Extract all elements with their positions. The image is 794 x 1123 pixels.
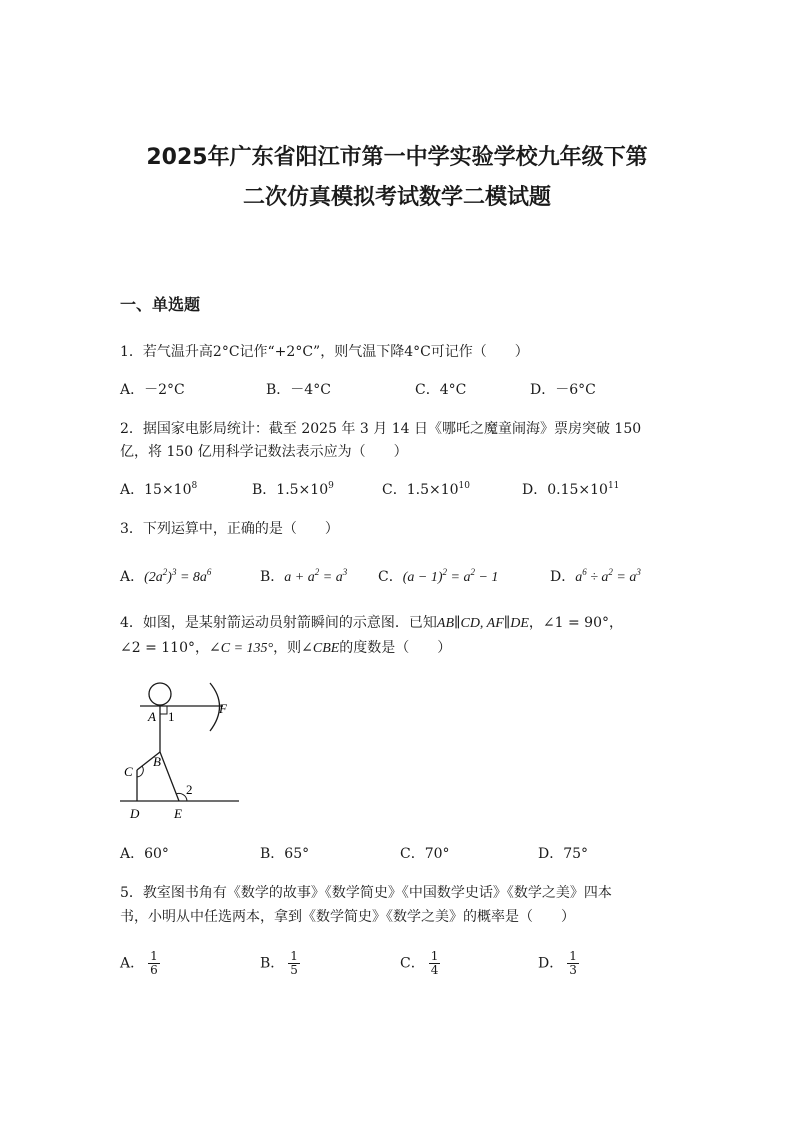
question-1-options <box>120 378 720 402</box>
question-4-stem-line-2: ∠2 = 110°，∠C = 135°，则∠CBE的度数是（ ） <box>120 640 452 656</box>
q5-option-c[interactable]: C． $\frac{1}{4}$ <box>400 949 439 977</box>
label-d: D <box>130 806 140 821</box>
question-3-stem: 3．下列运算中，正确的是（ ） <box>120 521 339 537</box>
q1-option-a[interactable]: A．－2°C <box>120 382 185 398</box>
fraction: $\frac{1}{4}$ <box>430 949 439 977</box>
q1-option-b[interactable]: B．－4°C <box>266 382 331 398</box>
q4-option-a[interactable]: A．60° <box>120 846 169 862</box>
fraction: $\frac{1}{5}$ <box>290 949 298 977</box>
question-5-stem-line-1: 5．教室图书角有《数学的故事》《数学简史》《中国数学史话》《数学之美》四本 <box>120 885 612 901</box>
question-5-options <box>120 950 720 984</box>
q3-option-a[interactable]: A．$(2a^2)^3 = 8a^6$ <box>120 567 212 585</box>
q2-option-d[interactable]: D．$0.15\times 10^{11}$ <box>522 481 620 498</box>
document-title-line-1: 2025年广东省阳江市第一中学实验学校九年级下第 <box>146 145 648 170</box>
question-4-stem-line-1: 4．如图，是某射箭运动员射箭瞬间的示意图．已知AB∥CD, AF∥DE，∠1 = 90°， <box>120 615 623 631</box>
label-2: 2 <box>186 782 193 797</box>
q4-option-c[interactable]: C．70° <box>400 846 450 862</box>
question-5-stem-line-2: 书，小明从中任选两本，拿到《数学简史》《数学之美》的概率是（ ） <box>120 909 575 925</box>
label-f: F <box>219 701 227 716</box>
question-2-options <box>120 478 720 502</box>
archer-head <box>149 683 171 705</box>
section-heading: 一、单选题 <box>120 295 201 314</box>
q5-option-d[interactable]: D． $\frac{1}{3}$ <box>538 949 577 977</box>
q2-option-b[interactable]: B．$1.5\times 10^9$ <box>252 481 334 498</box>
q3-option-c[interactable]: C．$(a - 1)^2 = a^2 - 1$ <box>378 567 499 585</box>
q3-option-b[interactable]: B．$a + a^2 = a^3$ <box>260 567 348 585</box>
label-1: 1 <box>168 709 175 724</box>
question-2-stem-line-2: 亿，将 150 亿用科学记数法表示应为（ ） <box>120 444 408 460</box>
label-a: A <box>148 709 156 724</box>
question-1-stem: 1．若气温升高2°C记作“+2°C”，则气温下降4°C可记作（ ） <box>120 344 529 360</box>
question-3-options <box>120 565 720 589</box>
q4-option-d[interactable]: D．75° <box>538 846 589 862</box>
q3-option-d[interactable]: D．$a^6 \div a^2 = a^3$ <box>550 567 641 585</box>
q5-option-b[interactable]: B． $\frac{1}{5}$ <box>260 949 298 977</box>
q4-option-b[interactable]: B．65° <box>260 846 310 862</box>
label-e: E <box>174 806 182 821</box>
q2-option-a[interactable]: A．$15\times 10^8$ <box>120 481 198 498</box>
label-b: B <box>153 754 161 769</box>
q1-option-c[interactable]: C．4°C <box>415 382 467 398</box>
document-title-line-2: 二次仿真模拟考试数学二模试题 <box>242 185 551 210</box>
label-c: C <box>124 764 133 779</box>
fraction: $\frac{1}{3}$ <box>569 949 577 977</box>
fraction: $\frac{1}{6}$ <box>150 949 158 977</box>
archer-diagram <box>115 675 250 825</box>
question-2-stem-line-1: 2．据国家电影局统计：截至 2025 年 3 月 14 日《哪吒之魔童闹海》票房突破 150 <box>120 421 642 437</box>
q5-option-a[interactable]: A． $\frac{1}{6}$ <box>120 949 158 977</box>
right-angle-mark-1 <box>160 706 167 714</box>
q2-option-c[interactable]: C．$1.5\times 10^{10}$ <box>382 481 470 498</box>
q1-option-d[interactable]: D．－6°C <box>530 382 596 398</box>
question-4-options <box>120 842 720 866</box>
